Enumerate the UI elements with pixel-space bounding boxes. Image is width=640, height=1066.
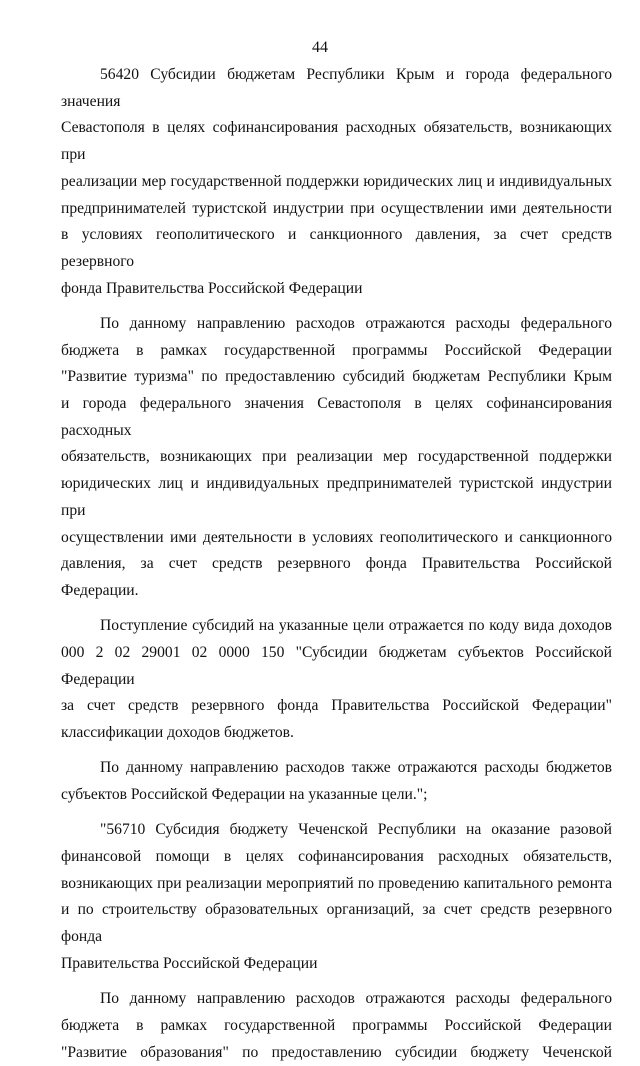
paragraph-regional-expenses [61, 755, 612, 808]
text-line: обязательств, возникающих при реализации мер государственной поддержки [61, 448, 612, 466]
text-line: юридических лиц и индивидуальных предпринимателей туристской индустрии при [61, 475, 612, 519]
text-line: и по строительству образовательных организаций, за счет средств резервного фонда [61, 901, 612, 946]
text-line: По данному направлению расходов также отражаются расходы бюджетов [100, 759, 612, 777]
text-line: По данному направлению расходов отражаются расходы федерального [100, 990, 612, 1008]
text-line: реализации мер государственной поддержки юридических лиц и индивидуальных [61, 172, 612, 190]
text-line: 56420 Субсидии бюджетам Республики Крым и города федерального значения [61, 66, 612, 110]
text-line: Севастополя в целях софинансирования расходных обязательств, возникающих при [61, 119, 612, 164]
text-line: По данному направлению расходов отражаются расходы федерального [100, 314, 612, 332]
paragraph-income-code [61, 613, 612, 747]
text-line: "Развитие туризма" по предоставлению субсидий бюджетам Республики Крым [61, 368, 612, 386]
text-line: за счет средств резервного фонда Правительства Российской Федерации" [61, 697, 612, 715]
text-line: осуществлении ими деятельности в условиях геополитического и санкционного [61, 528, 612, 546]
document-body [61, 62, 612, 1066]
text-line: Поступление субсидий на указанные цели отражается по коду вида доходов [100, 617, 612, 635]
text-line: давления, за счет средств резервного фонда Правительства Российской Федерации. [61, 555, 612, 599]
text-line: и города федерального значения Севастополя в целях софинансирования расходных [61, 395, 612, 439]
paragraph-56420-description [61, 311, 612, 605]
paragraph-56710-heading [61, 817, 612, 977]
text-line: фонда Правительства Российской Федерации [61, 279, 363, 297]
text-line: бюджета в рамках государственной программы Российской Федерации [61, 1016, 612, 1034]
text-line: 000 2 02 29001 02 0000 150 "Субсидии бюджетам субъектов Российской Федерации [61, 643, 612, 688]
text-line: возникающих при реализации мероприятий по проведению капитального ремонта [61, 874, 612, 892]
page-number: 44 [312, 39, 328, 56]
text-line: классификации доходов бюджетов. [61, 724, 294, 742]
text-line: "Развитие образования" по предоставлению субсидии бюджету Чеченской [61, 1043, 612, 1061]
text-line: бюджета в рамках государственной программы Российской Федерации [61, 341, 612, 359]
text-line: Правительства Российской Федерации [61, 954, 318, 972]
text-line: субъектов Российской Федерации на указанные цели."; [61, 786, 428, 804]
text-line: предпринимателей туристской индустрии при осуществлении ими деятельности [61, 199, 612, 217]
paragraph-56420-heading [61, 62, 612, 302]
text-line: в условиях геополитического и санкционного давления, за счет средств резервного [61, 226, 612, 270]
paragraph-56710-description [61, 986, 612, 1066]
text-line: "56710 Субсидия бюджету Чеченской Республики на оказание разовой [100, 821, 612, 839]
text-line: финансовой помощи в целях софинансирования расходных обязательств, [61, 848, 612, 866]
